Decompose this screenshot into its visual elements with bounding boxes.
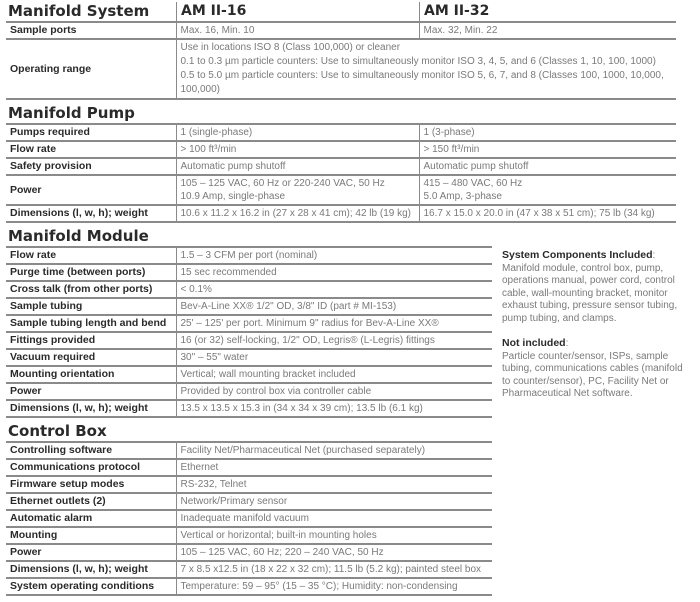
manifold-module-title: Manifold Module <box>8 227 149 245</box>
table-row <box>6 175 676 205</box>
am32-value: Max. 32, Min. 22 <box>419 22 676 39</box>
table-row <box>6 298 492 315</box>
row-label: Purge time (between ports) <box>6 264 176 281</box>
am32-value <box>419 175 676 205</box>
control-box-header <box>6 422 492 441</box>
row-label: Cross talk (from other ports) <box>6 281 176 298</box>
table-row <box>6 247 492 264</box>
row-label: Mounting orientation <box>6 366 176 383</box>
table-row <box>6 22 676 39</box>
not-included-heading: Not included <box>502 337 566 349</box>
am32-value: 1 (3-phase) <box>419 124 676 141</box>
table-row <box>6 493 492 510</box>
row-value: Inadequate manifold vacuum <box>176 510 492 527</box>
row-value: Bev-A-Line XX® 1/2" OD, 3/8" ID (part # MI-153) <box>176 298 492 315</box>
row-value: Facility Net/Pharmaceutical Net (purchased separately) <box>176 442 492 459</box>
manifold-pump-title: Manifold Pump <box>8 104 135 122</box>
table-row <box>6 158 676 175</box>
table-row <box>6 561 492 578</box>
row-label: Mounting <box>6 527 176 544</box>
row-label: Safety provision <box>6 158 176 175</box>
power-line: 5.0 Amp, 3-phase <box>423 191 502 202</box>
table-row <box>6 264 492 281</box>
column-divider <box>176 2 177 21</box>
operating-range-line: Use in locations ISO 8 (Class 100,000) or cleaner <box>180 42 401 53</box>
table-row <box>6 205 676 222</box>
row-label: Power <box>6 544 176 561</box>
table-row <box>6 544 492 561</box>
row-label: Dimensions (l, w, h); weight <box>6 400 176 417</box>
power-line: 10.9 Amp, single-phase <box>180 191 286 202</box>
table-row <box>6 315 492 332</box>
colon: : <box>565 338 569 349</box>
table-row <box>6 124 676 141</box>
row-value: Vertical; wall mounting bracket included <box>176 366 492 383</box>
manifold-system-table <box>6 21 676 100</box>
row-label: Dimensions (l, w, h); weight <box>6 561 176 578</box>
row-value: 13.5 x 13.5 x 15.3 in (34 x 34 x 39 cm); 13.5 lb (6.1 kg) <box>176 400 492 417</box>
row-value: 16 (or 32) self-locking, 1/2" OD, Legris® (L-Legris) fittings <box>176 332 492 349</box>
control-box-title: Control Box <box>8 422 107 440</box>
power-line: 105 – 125 VAC, 60 Hz or 220-240 VAC, 50 Hz <box>180 178 385 189</box>
table-row <box>6 578 492 595</box>
column-divider <box>419 2 420 21</box>
table-row <box>6 332 492 349</box>
row-value: Network/Primary sensor <box>176 493 492 510</box>
am16-value: 1 (single-phase) <box>176 124 419 141</box>
row-label: Automatic alarm <box>6 510 176 527</box>
table-row <box>6 141 676 158</box>
am32-value: Automatic pump shutoff <box>419 158 676 175</box>
manifold-system-header <box>6 2 694 21</box>
control-box-table <box>6 441 492 596</box>
included-text: Manifold module, control box, pump, operations manual, power cord, control cable, wall-mounting bracket, monitor exhaust tubing, pressure sensor tubing, pump tubing, and clamps. <box>502 262 678 324</box>
lower-section <box>6 227 694 596</box>
row-value: Temperature: 59 – 95° (15 – 35 °C); Humidity: non-condensing <box>176 578 492 595</box>
not-included-block <box>502 337 692 401</box>
row-label: Pumps required <box>6 124 176 141</box>
table-row <box>6 366 492 383</box>
included-heading: System Components Included <box>502 249 653 261</box>
am16-value: Automatic pump shutoff <box>176 158 419 175</box>
row-value: Vertical or horizontal; built-in mounting holes <box>176 527 492 544</box>
not-included-text: Particle counter/sensor, ISPs, sample tubing, communications cables (manifold to counter/sensor), PC, Facility Net or Pharmaceutical Net software. <box>502 350 683 399</box>
row-label: Sample tubing <box>6 298 176 315</box>
table-row <box>6 349 492 366</box>
components-included-block <box>502 249 692 325</box>
row-value: 25' – 125' per port. Minimum 9" radius for Bev-A-Line XX® <box>176 315 492 332</box>
table-row <box>6 383 492 400</box>
power-line: 415 – 480 VAC, 60 Hz <box>423 178 523 189</box>
row-value: 15 sec recommended <box>176 264 492 281</box>
am16-value <box>176 175 419 205</box>
table-row <box>6 39 676 99</box>
row-value: 30" – 55" water <box>176 349 492 366</box>
operating-range-value <box>176 39 676 99</box>
manifold-pump-header <box>6 104 694 123</box>
table-row <box>6 400 492 417</box>
row-value: Provided by control box via controller cable <box>176 383 492 400</box>
row-value: < 0.1% <box>176 281 492 298</box>
row-label: Dimensions (l, w, h); weight <box>6 205 176 222</box>
am16-value: > 100 ft³/min <box>176 141 419 158</box>
lower-left-column <box>6 227 492 596</box>
row-value: 105 – 125 VAC, 60 Hz; 220 – 240 VAC, 50 Hz <box>176 544 492 561</box>
manifold-pump-table <box>6 123 676 223</box>
row-label: Firmware setup modes <box>6 476 176 493</box>
am32-value: 16.7 x 15.0 x 20.0 in (47 x 38 x 51 cm); 75 lb (34 kg) <box>419 205 676 222</box>
row-label: Flow rate <box>6 141 176 158</box>
manifold-module-table <box>6 246 492 418</box>
row-label: Power <box>6 175 176 205</box>
row-value: 1.5 – 3 CFM per port (nominal) <box>176 247 492 264</box>
row-label: Sample ports <box>6 22 176 39</box>
row-label: System operating conditions <box>6 578 176 595</box>
am16-value: Max. 16, Min. 10 <box>176 22 419 39</box>
row-label: Flow rate <box>6 247 176 264</box>
row-label: Sample tubing length and bend <box>6 315 176 332</box>
row-label: Power <box>6 383 176 400</box>
row-value: 7 x 8.5 x12.5 in (18 x 22 x 32 cm); 11.5 lb (5.2 kg); painted steel box <box>176 561 492 578</box>
row-label: Vacuum required <box>6 349 176 366</box>
am32-value: > 150 ft³/min <box>419 141 676 158</box>
manifold-system-title: Manifold System <box>8 2 150 20</box>
operating-range-line: 0.1 to 0.3 µm particle counters: Use to simultaneously monitor ISO 3, 4, 5, and 6 (Classes 1, 10, 100, 1000) <box>180 56 656 67</box>
row-label: Operating range <box>6 39 176 99</box>
colon: : <box>652 250 656 261</box>
row-value: RS-232, Telnet <box>176 476 492 493</box>
table-row <box>6 281 492 298</box>
column-am-ii-16: AM II-16 <box>181 3 247 19</box>
table-row <box>6 476 492 493</box>
table-row <box>6 459 492 476</box>
sidebar <box>502 249 692 401</box>
table-row <box>6 510 492 527</box>
row-value: Ethernet <box>176 459 492 476</box>
table-row <box>6 527 492 544</box>
column-am-ii-32: AM II-32 <box>424 3 490 19</box>
manifold-module-header <box>6 227 492 246</box>
row-label: Ethernet outlets (2) <box>6 493 176 510</box>
table-row <box>6 442 492 459</box>
am16-value: 10.6 x 11.2 x 16.2 in (27 x 28 x 41 cm); 42 lb (19 kg) <box>176 205 419 222</box>
operating-range-line: 0.5 to 5.0 µm particle counters: Use to simultaneously monitor ISO 5, 6, 7, and 8 (Classes 100, 1000, 10,000, 100,000) <box>180 70 664 95</box>
row-label: Communications protocol <box>6 459 176 476</box>
row-label: Controlling software <box>6 442 176 459</box>
row-label: Fittings provided <box>6 332 176 349</box>
